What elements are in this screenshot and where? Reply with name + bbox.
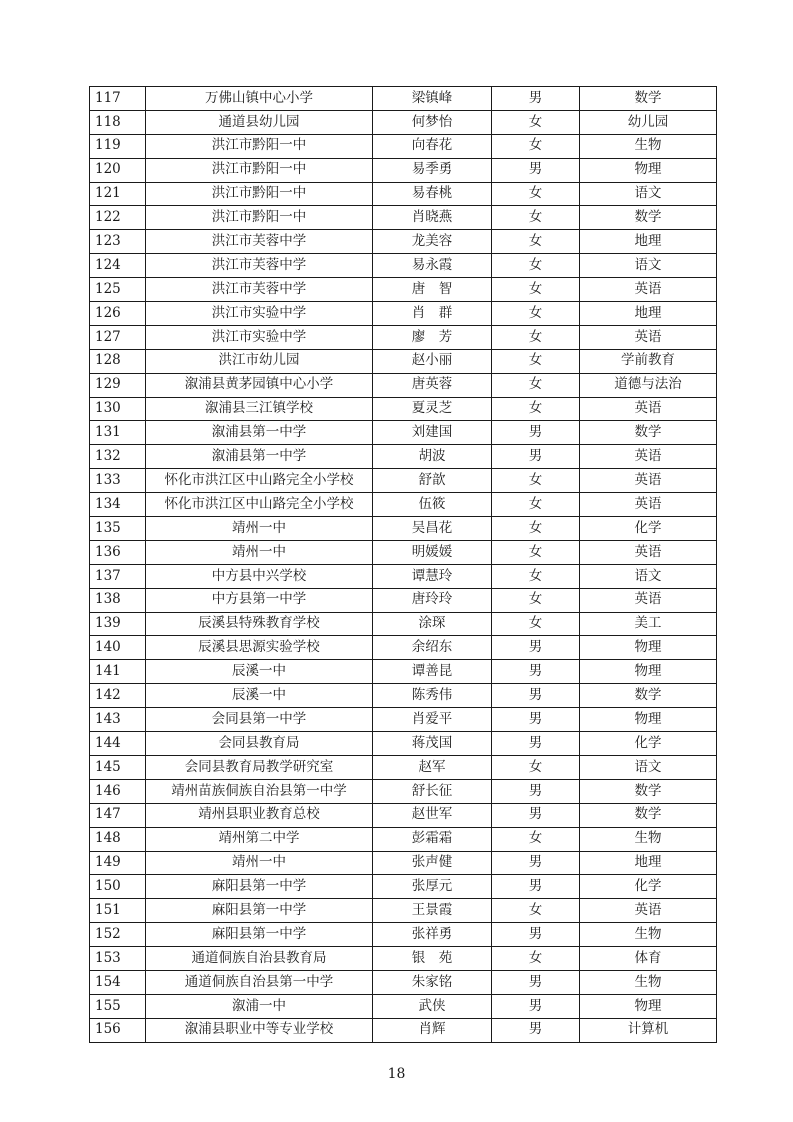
gender-cell: 女 [492,755,580,779]
gender-cell: 男 [492,636,580,660]
school-cell: 洪江市幼儿园 [146,349,373,373]
subject-cell: 地理 [580,851,717,875]
table-row [90,684,717,708]
subject-cell: 物理 [580,994,717,1018]
school-cell: 溆浦县职业中等专业学校 [146,1018,373,1042]
roster-table [89,86,717,1043]
school-cell: 辰溪县思源实验学校 [146,636,373,660]
subject-cell: 生物 [580,134,717,158]
gender-cell: 男 [492,803,580,827]
school-cell: 中方县中兴学校 [146,564,373,588]
subject-cell: 物理 [580,636,717,660]
school-cell: 溆浦县三江镇学校 [146,397,373,421]
name-cell: 银 苑 [373,947,492,971]
row-number-cell: 136 [90,540,146,564]
name-cell: 彭霜霜 [373,827,492,851]
gender-cell: 女 [492,230,580,254]
gender-cell: 女 [492,517,580,541]
school-cell: 中方县第一中学 [146,588,373,612]
table-row [90,708,717,732]
gender-cell: 男 [492,779,580,803]
table-row [90,851,717,875]
name-cell: 胡波 [373,445,492,469]
row-number-cell: 140 [90,636,146,660]
table-row [90,230,717,254]
gender-cell: 男 [492,875,580,899]
school-cell: 洪江市黔阳一中 [146,134,373,158]
gender-cell: 女 [492,206,580,230]
school-cell: 洪江市芙蓉中学 [146,254,373,278]
school-cell: 怀化市洪江区中山路完全小学校 [146,469,373,493]
row-number-cell: 137 [90,564,146,588]
gender-cell: 女 [492,349,580,373]
school-cell: 辰溪一中 [146,684,373,708]
name-cell: 涂琛 [373,612,492,636]
gender-cell: 女 [492,469,580,493]
subject-cell: 计算机 [580,1018,717,1042]
gender-cell: 女 [492,899,580,923]
table-row [90,660,717,684]
name-cell: 赵世军 [373,803,492,827]
subject-cell: 化学 [580,875,717,899]
table-row [90,827,717,851]
school-cell: 靖州一中 [146,851,373,875]
school-cell: 辰溪县特殊教育学校 [146,612,373,636]
row-number-cell: 125 [90,278,146,302]
row-number-cell: 156 [90,1018,146,1042]
gender-cell: 女 [492,493,580,517]
school-cell: 万佛山镇中心小学 [146,87,373,111]
subject-cell: 体育 [580,947,717,971]
school-cell: 洪江市芙蓉中学 [146,230,373,254]
school-cell: 麻阳县第一中学 [146,875,373,899]
subject-cell: 数学 [580,206,717,230]
gender-cell: 男 [492,923,580,947]
name-cell: 赵军 [373,755,492,779]
school-cell: 溆浦县黄茅园镇中心小学 [146,373,373,397]
name-cell: 明媛媛 [373,540,492,564]
subject-cell: 语文 [580,182,717,206]
table-row [90,110,717,134]
row-number-cell: 151 [90,899,146,923]
name-cell: 伍筱 [373,493,492,517]
name-cell: 梁镇峰 [373,87,492,111]
gender-cell: 男 [492,87,580,111]
school-cell: 溆浦县第一中学 [146,445,373,469]
table-row [90,875,717,899]
row-number-cell: 121 [90,182,146,206]
row-number-cell: 130 [90,397,146,421]
subject-cell: 生物 [580,827,717,851]
gender-cell: 女 [492,254,580,278]
subject-cell: 物理 [580,660,717,684]
name-cell: 陈秀伟 [373,684,492,708]
gender-cell: 男 [492,660,580,684]
row-number-cell: 128 [90,349,146,373]
name-cell: 唐玲玲 [373,588,492,612]
name-cell: 何梦怡 [373,110,492,134]
subject-cell: 物理 [580,708,717,732]
row-number-cell: 152 [90,923,146,947]
subject-cell: 英语 [580,588,717,612]
school-cell: 麻阳县第一中学 [146,923,373,947]
school-cell: 洪江市黔阳一中 [146,182,373,206]
subject-cell: 英语 [580,899,717,923]
school-cell: 洪江市实验中学 [146,302,373,326]
school-cell: 通道侗族自治县教育局 [146,947,373,971]
name-cell: 张厚元 [373,875,492,899]
name-cell: 肖 群 [373,302,492,326]
school-cell: 靖州一中 [146,517,373,541]
subject-cell: 英语 [580,469,717,493]
gender-cell: 女 [492,397,580,421]
table-row [90,564,717,588]
gender-cell: 女 [492,278,580,302]
table-row [90,588,717,612]
row-number-cell: 148 [90,827,146,851]
roster-table-body [90,87,717,1043]
subject-cell: 生物 [580,923,717,947]
subject-cell: 数学 [580,421,717,445]
row-number-cell: 155 [90,994,146,1018]
school-cell: 通道侗族自治县第一中学 [146,970,373,994]
row-number-cell: 131 [90,421,146,445]
table-row [90,970,717,994]
table-row [90,182,717,206]
name-cell: 张祥勇 [373,923,492,947]
name-cell: 唐 智 [373,278,492,302]
row-number-cell: 133 [90,469,146,493]
school-cell: 辰溪一中 [146,660,373,684]
gender-cell: 男 [492,1018,580,1042]
school-cell: 会同县第一中学 [146,708,373,732]
gender-cell: 女 [492,325,580,349]
table-row [90,1018,717,1042]
page-number: 18 [387,1066,406,1082]
school-cell: 通道县幼儿园 [146,110,373,134]
name-cell: 蒋茂国 [373,732,492,756]
row-number-cell: 146 [90,779,146,803]
subject-cell: 物理 [580,158,717,182]
name-cell: 余绍东 [373,636,492,660]
row-number-cell: 119 [90,134,146,158]
name-cell: 肖晓燕 [373,206,492,230]
table-row [90,517,717,541]
table-row [90,994,717,1018]
school-cell: 靖州苗族侗族自治县第一中学 [146,779,373,803]
row-number-cell: 141 [90,660,146,684]
row-number-cell: 147 [90,803,146,827]
table-row [90,612,717,636]
school-cell: 麻阳县第一中学 [146,899,373,923]
table-row [90,373,717,397]
row-number-cell: 135 [90,517,146,541]
name-cell: 张声健 [373,851,492,875]
name-cell: 易春桃 [373,182,492,206]
name-cell: 赵小丽 [373,349,492,373]
name-cell: 刘建国 [373,421,492,445]
gender-cell: 女 [492,302,580,326]
gender-cell: 男 [492,421,580,445]
gender-cell: 女 [492,182,580,206]
name-cell: 龙美容 [373,230,492,254]
row-number-cell: 123 [90,230,146,254]
school-cell: 会同县教育局 [146,732,373,756]
gender-cell: 女 [492,373,580,397]
subject-cell: 英语 [580,540,717,564]
row-number-cell: 150 [90,875,146,899]
name-cell: 舒长征 [373,779,492,803]
row-number-cell: 142 [90,684,146,708]
table-row [90,134,717,158]
table-row [90,158,717,182]
table-row [90,923,717,947]
row-number-cell: 120 [90,158,146,182]
school-cell: 会同县教育局教学研究室 [146,755,373,779]
gender-cell: 女 [492,827,580,851]
row-number-cell: 149 [90,851,146,875]
table-row [90,302,717,326]
name-cell: 王景霞 [373,899,492,923]
table-row [90,540,717,564]
subject-cell: 化学 [580,517,717,541]
gender-cell: 女 [492,612,580,636]
gender-cell: 男 [492,851,580,875]
table-row [90,947,717,971]
row-number-cell: 154 [90,970,146,994]
gender-cell: 女 [492,947,580,971]
school-cell: 怀化市洪江区中山路完全小学校 [146,493,373,517]
table-row [90,493,717,517]
row-number-cell: 134 [90,493,146,517]
subject-cell: 英语 [580,278,717,302]
subject-cell: 幼儿园 [580,110,717,134]
subject-cell: 地理 [580,230,717,254]
row-number-cell: 144 [90,732,146,756]
gender-cell: 女 [492,134,580,158]
school-cell: 洪江市实验中学 [146,325,373,349]
subject-cell: 数学 [580,779,717,803]
table-row [90,445,717,469]
gender-cell: 男 [492,708,580,732]
gender-cell: 男 [492,732,580,756]
name-cell: 谭慧玲 [373,564,492,588]
row-number-cell: 139 [90,612,146,636]
table-row [90,636,717,660]
row-number-cell: 132 [90,445,146,469]
school-cell: 溆浦一中 [146,994,373,1018]
row-number-cell: 124 [90,254,146,278]
row-number-cell: 129 [90,373,146,397]
gender-cell: 女 [492,110,580,134]
gender-cell: 男 [492,684,580,708]
name-cell: 朱家铭 [373,970,492,994]
table-row [90,732,717,756]
subject-cell: 地理 [580,302,717,326]
gender-cell: 男 [492,158,580,182]
row-number-cell: 143 [90,708,146,732]
subject-cell: 英语 [580,397,717,421]
subject-cell: 数学 [580,87,717,111]
school-cell: 洪江市芙蓉中学 [146,278,373,302]
name-cell: 夏灵芝 [373,397,492,421]
subject-cell: 语文 [580,755,717,779]
subject-cell: 英语 [580,445,717,469]
gender-cell: 男 [492,994,580,1018]
table-row [90,254,717,278]
name-cell: 易季勇 [373,158,492,182]
subject-cell: 数学 [580,684,717,708]
name-cell: 舒歆 [373,469,492,493]
subject-cell: 美工 [580,612,717,636]
gender-cell: 男 [492,970,580,994]
school-cell: 靖州一中 [146,540,373,564]
subject-cell: 英语 [580,493,717,517]
name-cell: 易永霞 [373,254,492,278]
table-row [90,899,717,923]
row-number-cell: 118 [90,110,146,134]
table-row [90,206,717,230]
school-cell: 洪江市黔阳一中 [146,206,373,230]
gender-cell: 女 [492,588,580,612]
name-cell: 唐英蓉 [373,373,492,397]
table-row [90,278,717,302]
name-cell: 肖爱平 [373,708,492,732]
name-cell: 武侠 [373,994,492,1018]
row-number-cell: 122 [90,206,146,230]
school-cell: 洪江市黔阳一中 [146,158,373,182]
table-row [90,87,717,111]
table-row [90,325,717,349]
row-number-cell: 138 [90,588,146,612]
name-cell: 肖辉 [373,1018,492,1042]
table-row [90,397,717,421]
row-number-cell: 126 [90,302,146,326]
gender-cell: 女 [492,540,580,564]
subject-cell: 语文 [580,564,717,588]
gender-cell: 男 [492,445,580,469]
table-row [90,779,717,803]
table-row [90,421,717,445]
name-cell: 廖 芳 [373,325,492,349]
row-number-cell: 127 [90,325,146,349]
table-row [90,349,717,373]
school-cell: 靖州县职业教育总校 [146,803,373,827]
table-row [90,803,717,827]
school-cell: 溆浦县第一中学 [146,421,373,445]
gender-cell: 女 [492,564,580,588]
row-number-cell: 145 [90,755,146,779]
row-number-cell: 153 [90,947,146,971]
subject-cell: 英语 [580,325,717,349]
subject-cell: 道德与法治 [580,373,717,397]
subject-cell: 语文 [580,254,717,278]
subject-cell: 生物 [580,970,717,994]
table-row [90,755,717,779]
name-cell: 谭善昆 [373,660,492,684]
table-row [90,469,717,493]
subject-cell: 数学 [580,803,717,827]
name-cell: 向春花 [373,134,492,158]
row-number-cell: 117 [90,87,146,111]
school-cell: 靖州第二中学 [146,827,373,851]
subject-cell: 学前教育 [580,349,717,373]
subject-cell: 化学 [580,732,717,756]
name-cell: 吴昌花 [373,517,492,541]
